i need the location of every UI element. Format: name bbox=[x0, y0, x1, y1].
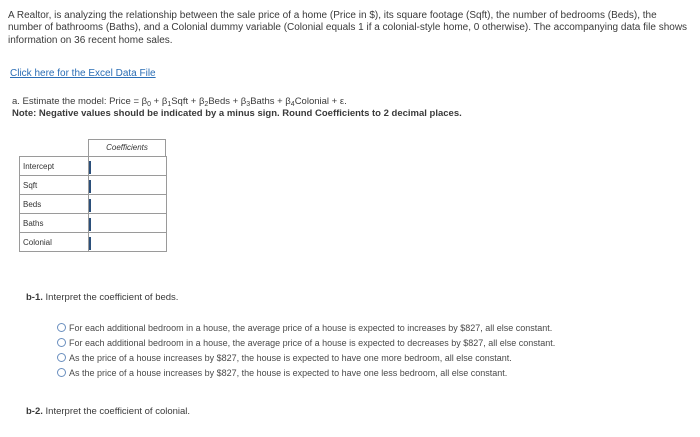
question-b1-number: b-1. bbox=[26, 292, 43, 303]
problem-statement: A Realtor, is analyzing the relationship between the sale price of a home (Price in $), its square footage (Sqft), the number of bedrooms (Beds), the number of bathrooms (Baths), and a Colonial dummy variable (Colonial equals 1 if a colonial-style home, 0 otherwise). The accompanying data file shows information on 36 recent home sales. bbox=[8, 10, 688, 46]
radio-button[interactable] bbox=[57, 323, 66, 332]
coefficient-input-cell bbox=[89, 195, 167, 214]
part-a-prompt bbox=[12, 96, 347, 108]
coefficient-input-cell bbox=[89, 214, 167, 233]
coefficient-row-label: Baths bbox=[20, 214, 89, 233]
radio-button[interactable] bbox=[57, 368, 66, 377]
coefficient-input[interactable] bbox=[89, 218, 166, 231]
question-b2-number: b-2. bbox=[26, 406, 43, 417]
part-a-prefix: a. Estimate the model: Price = bbox=[12, 96, 142, 107]
coefficient-input[interactable] bbox=[89, 237, 166, 250]
coefficient-row bbox=[20, 176, 167, 195]
coefficient-row-label: Beds bbox=[20, 195, 89, 214]
coefficient-row-label: Sqft bbox=[20, 176, 89, 195]
coefficient-input[interactable] bbox=[89, 161, 166, 174]
coefficient-input[interactable] bbox=[89, 180, 166, 193]
answer-option[interactable] bbox=[57, 365, 555, 380]
answer-option-text: For each additional bedroom in a house, the average price of a house is expected to decreases by $827, all else constant. bbox=[69, 337, 556, 348]
coefficient-input-cell bbox=[89, 233, 167, 252]
coefficient-row-label: Intercept bbox=[20, 157, 89, 176]
answer-option-text: As the price of a house increases by $827, the house is expected to have one less bedroom, all else constant. bbox=[69, 367, 508, 378]
coefficients-column-header: Coefficients bbox=[88, 139, 166, 157]
answer-option[interactable] bbox=[57, 335, 555, 350]
radio-button[interactable] bbox=[57, 338, 66, 347]
coefficient-input[interactable] bbox=[89, 199, 166, 212]
coefficient-input-cell bbox=[89, 176, 167, 195]
answer-option-text: As the price of a house increases by $827, the house is expected to have one more bedroom, all else constant. bbox=[69, 352, 512, 363]
answer-option-text: For each additional bedroom in a house, the average price of a house is expected to increases by $827, all else constant. bbox=[69, 322, 553, 333]
radio-button[interactable] bbox=[57, 353, 66, 362]
coefficient-row bbox=[20, 233, 167, 252]
question-b2 bbox=[26, 406, 190, 417]
coefficient-row-label: Colonial bbox=[20, 233, 89, 252]
excel-data-link[interactable]: Click here for the Excel Data File bbox=[10, 68, 156, 79]
coefficients-table bbox=[19, 156, 167, 252]
b1-options bbox=[57, 320, 555, 380]
answer-option[interactable] bbox=[57, 320, 555, 335]
question-b2-text: Interpret the coefficient of colonial. bbox=[42, 406, 191, 417]
coefficient-row bbox=[20, 157, 167, 176]
question-b1-text: Interpret the coefficient of beds. bbox=[42, 292, 179, 303]
question-b1 bbox=[26, 292, 178, 303]
model-equation: $\beta_0$ + $\beta_1Sqft$ + $\beta_2Beds$ + $\beta_3Baths$ + $\beta_4Colonial + \varepsilon$. bbox=[141, 96, 347, 108]
coefficient-row bbox=[20, 214, 167, 233]
answer-option[interactable] bbox=[57, 350, 555, 365]
coefficient-input-cell bbox=[89, 157, 167, 176]
rounding-note: Note: Negative values should be indicated by a minus sign. Round Coefficients to 2 decimal places. bbox=[12, 108, 462, 119]
coefficient-row bbox=[20, 195, 167, 214]
